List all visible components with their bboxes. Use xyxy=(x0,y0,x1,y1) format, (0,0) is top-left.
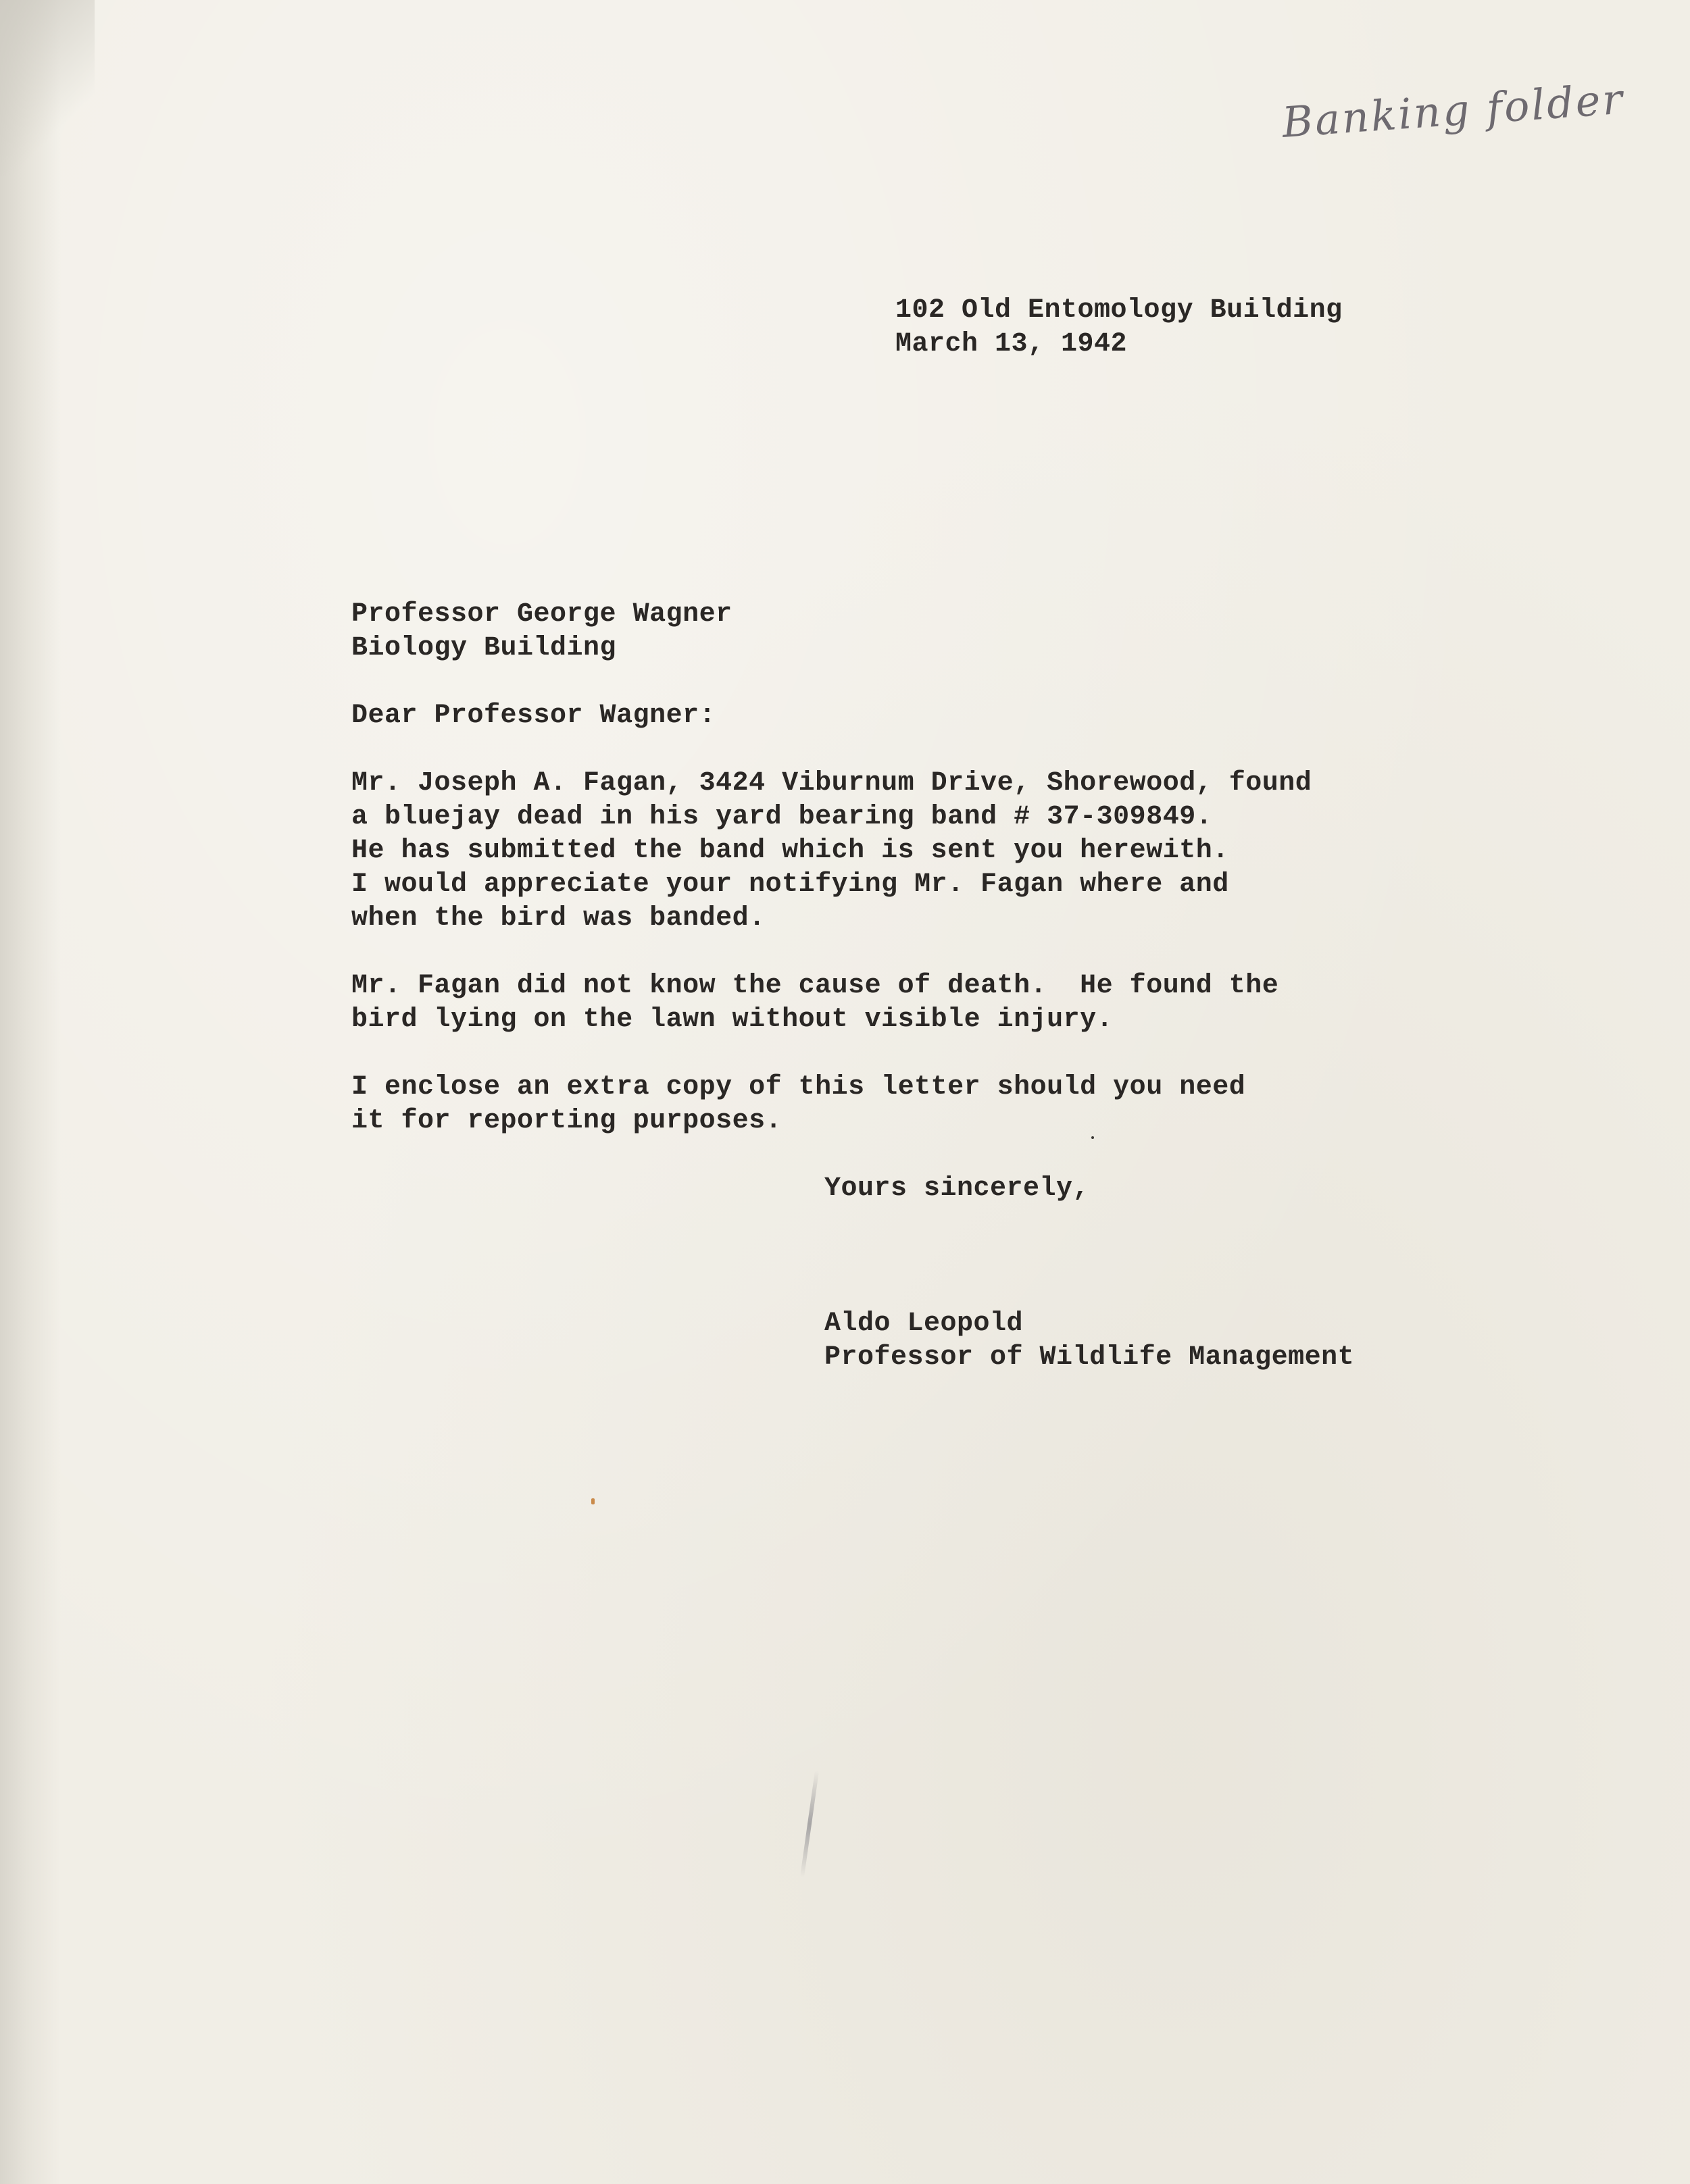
salutation: Dear Professor Wagner: xyxy=(351,701,716,731)
paragraph-line: bird lying on the lawn without visible injury. xyxy=(351,1005,1114,1035)
paragraph-line: it for reporting purposes. xyxy=(351,1106,782,1136)
recipient-name: Professor George Wagner xyxy=(351,599,732,630)
handwritten-note: Banking folder xyxy=(1281,74,1626,147)
return-address: 102 Old Entomology Building xyxy=(895,295,1343,326)
paper-corner-shadow xyxy=(0,0,95,176)
paragraph-line: Mr. Fagan did not know the cause of death. He found the xyxy=(351,971,1279,1001)
paragraph-line: a bluejay dead in his yard bearing band # 37-309849. xyxy=(351,802,1213,832)
pencil-mark xyxy=(800,1770,819,1877)
paragraph-line: Mr. Joseph A. Fagan, 3424 Viburnum Drive, Shorewood, found xyxy=(351,768,1312,798)
recipient-address: Biology Building xyxy=(351,633,617,663)
paper-speck xyxy=(591,1498,595,1504)
signer-name: Aldo Leopold xyxy=(824,1309,1024,1339)
closing: Yours sincerely, xyxy=(824,1173,1090,1204)
paper-edge-shadow xyxy=(0,0,61,2184)
paper-speck xyxy=(1091,1136,1094,1139)
paragraph-line: when the bird was banded. xyxy=(351,903,766,934)
paragraph-line: I would appreciate your notifying Mr. Fagan where and xyxy=(351,869,1229,900)
paragraph-line: He has submitted the band which is sent you herewith. xyxy=(351,836,1229,866)
signer-title: Professor of Wildlife Management xyxy=(824,1342,1355,1373)
paragraph-line: I enclose an extra copy of this letter should you need xyxy=(351,1072,1246,1102)
letter-date: March 13, 1942 xyxy=(895,329,1128,359)
